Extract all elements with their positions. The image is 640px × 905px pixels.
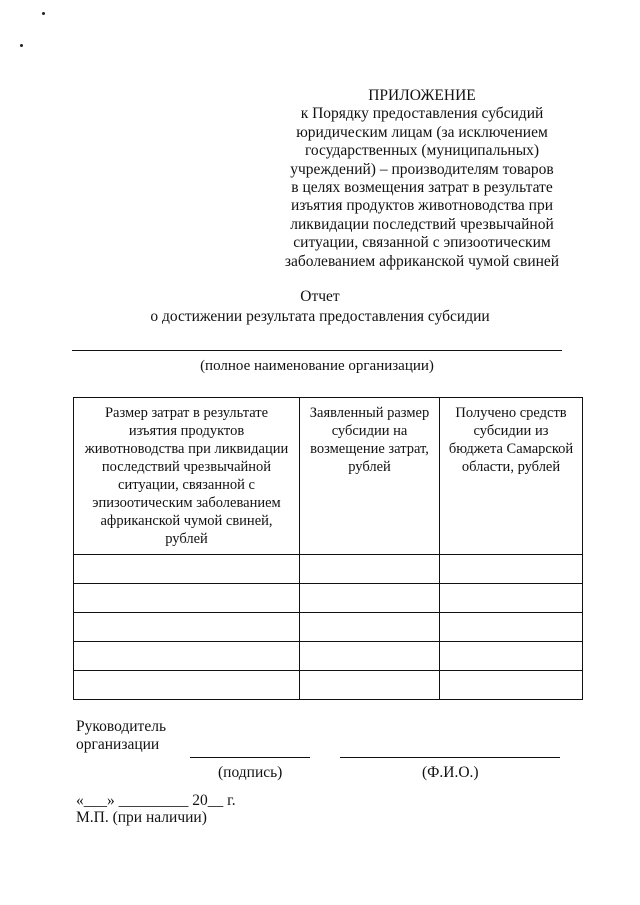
organization-caption: (полное наименование организации) xyxy=(200,358,434,374)
table-cell[interactable] xyxy=(74,613,300,642)
signer-role-line: Руководитель xyxy=(76,718,167,735)
appendix-title: ПРИЛОЖЕНИЕ xyxy=(368,87,476,104)
table-cell[interactable] xyxy=(300,671,440,700)
appendix-line: учреждений) – производителям товаров xyxy=(290,160,554,178)
header-received-funds: Получено средств субсидии из бюджета Самарской области, рублей xyxy=(440,398,583,555)
table-cell[interactable] xyxy=(300,555,440,584)
table-cell[interactable] xyxy=(74,642,300,671)
table-cell[interactable] xyxy=(74,584,300,613)
appendix-line: государственных (муниципальных) xyxy=(304,142,540,160)
report-title: Отчет xyxy=(300,288,340,305)
appendix-line: в целях возмещения затрат в результате xyxy=(291,179,553,197)
table-cell[interactable] xyxy=(300,613,440,642)
appendix-line: заболеванием африканской чумой свиней xyxy=(284,252,560,270)
header-costs: Размер затрат в результате изъятия продуктов животноводства при ликвидации последствий чрезвычайной ситуации, связанной с эпизоотическим заболеванием африканской чумой свиней, рублей xyxy=(74,398,300,555)
table-cell[interactable] xyxy=(440,555,583,584)
appendix-line: к Порядку предоставления субсидий xyxy=(300,105,544,123)
appendix-line: юридическим лицам (за исключением xyxy=(296,123,548,141)
full-name-field[interactable] xyxy=(340,757,560,758)
appendix-header xyxy=(282,87,562,271)
table-cell[interactable] xyxy=(440,671,583,700)
report-subtitle: о достижении результата предоставления субсидии xyxy=(150,308,490,325)
appendix-line: изъятия продуктов животноводства при xyxy=(290,197,554,215)
appendix-line: ситуации, связанной с эпизоотическим xyxy=(293,234,551,252)
table-cell[interactable] xyxy=(74,671,300,700)
date-field[interactable]: «___» _________ 20__ г. xyxy=(76,792,236,809)
table-cell[interactable] xyxy=(74,555,300,584)
table-cell[interactable] xyxy=(440,642,583,671)
table-row xyxy=(74,671,583,700)
report-table xyxy=(73,397,583,700)
table-header-row xyxy=(74,398,583,555)
scan-speck xyxy=(42,12,45,15)
scan-speck xyxy=(20,44,23,47)
full-name-caption: (Ф.И.О.) xyxy=(422,764,479,781)
appendix-line: ликвидации последствий чрезвычайной xyxy=(290,215,554,233)
table-cell[interactable] xyxy=(300,642,440,671)
table-row xyxy=(74,613,583,642)
table-cell[interactable] xyxy=(440,613,583,642)
signature-field[interactable] xyxy=(190,757,310,758)
signer-role-line: организации xyxy=(76,736,160,753)
organization-name-field[interactable] xyxy=(72,350,562,351)
report-title-block xyxy=(100,287,540,327)
table-cell[interactable] xyxy=(440,584,583,613)
seal-note: М.П. (при наличии) xyxy=(76,809,207,826)
table-row xyxy=(74,642,583,671)
table-cell[interactable] xyxy=(300,584,440,613)
table-row xyxy=(74,555,583,584)
signer-role xyxy=(76,718,166,754)
signature-caption: (подпись) xyxy=(218,764,283,781)
header-declared-subsidy: Заявленный размер субсидии на возмещение затрат, рублей xyxy=(300,398,440,555)
table-row xyxy=(74,584,583,613)
